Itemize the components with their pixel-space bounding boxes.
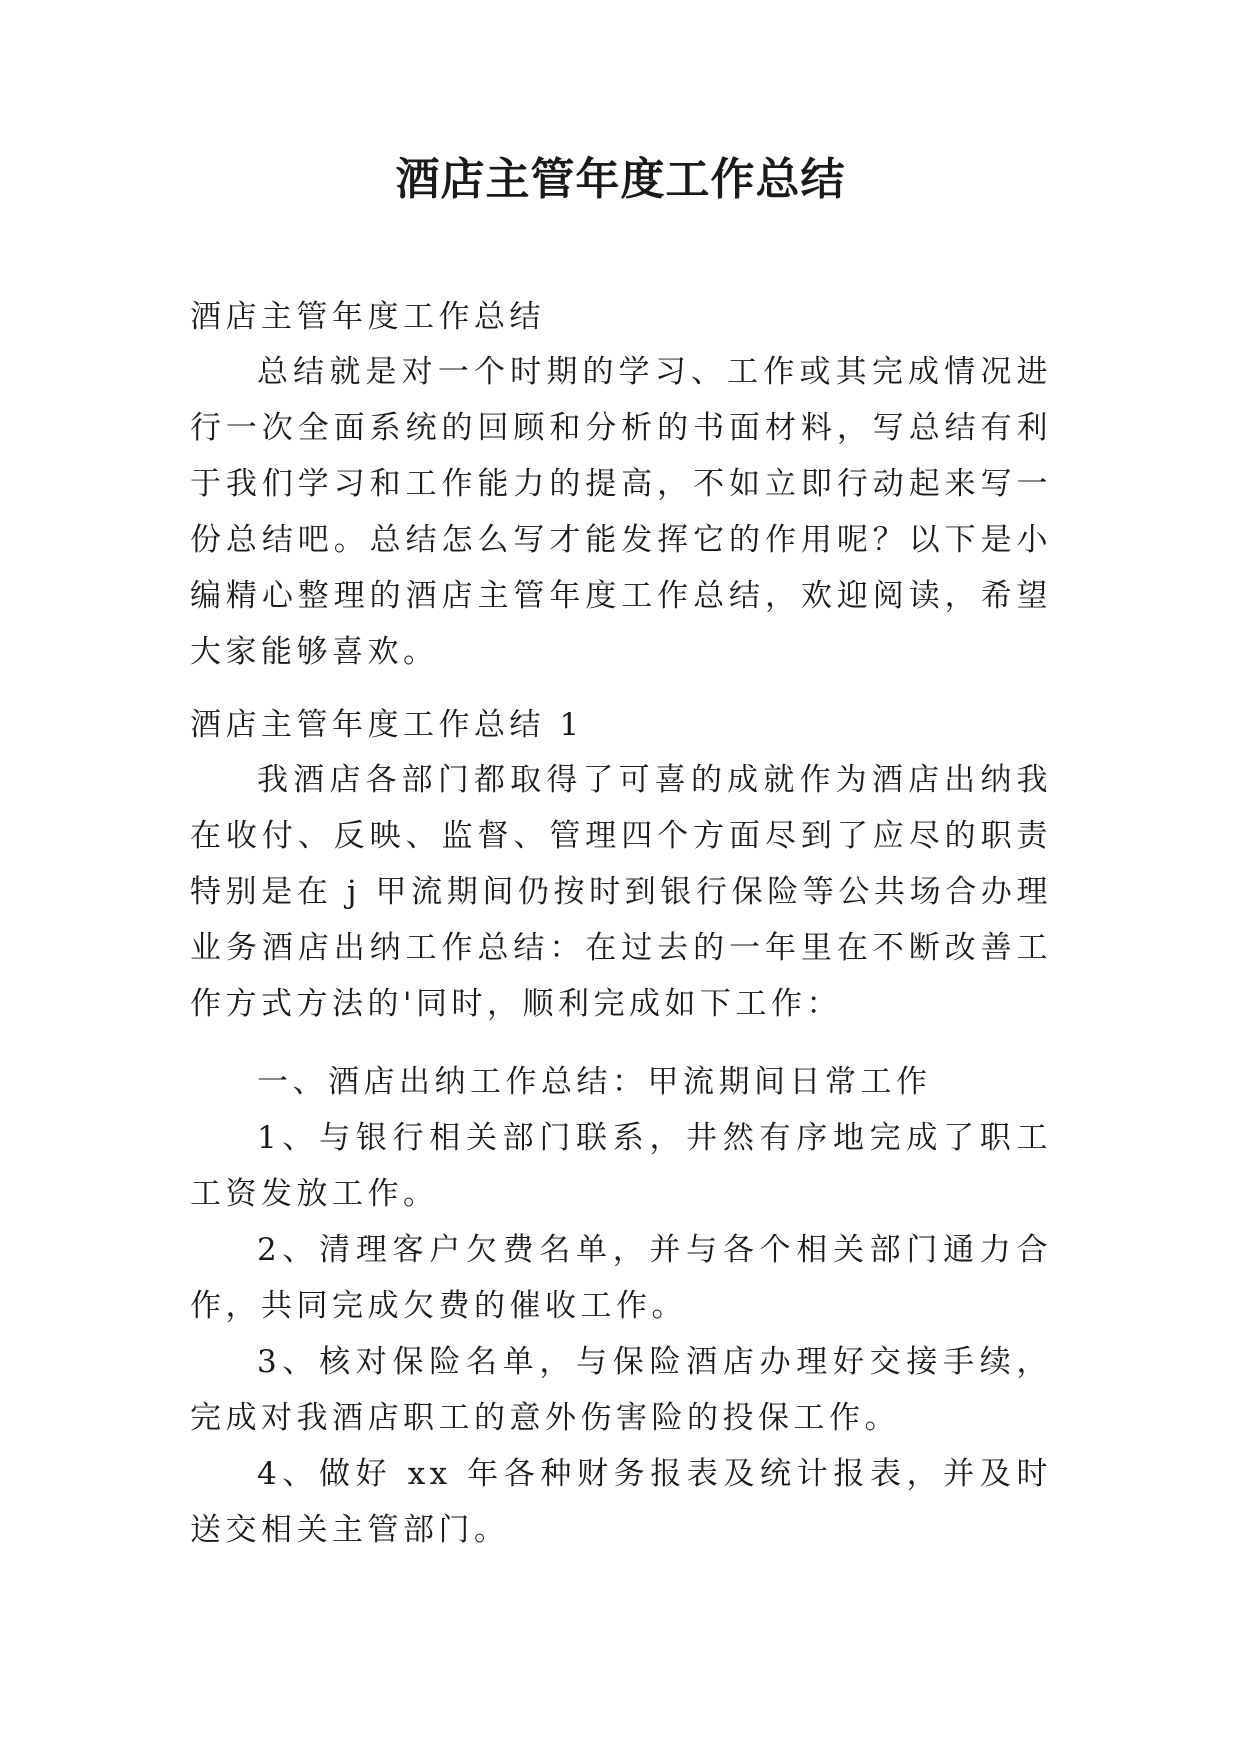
document-title: 酒店主管年度工作总结 <box>395 154 846 205</box>
section-heading: 酒店主管年度工作总结 1 <box>190 707 584 743</box>
item-list-heading: 一、酒店出纳工作总结：甲流期间日常工作 <box>257 1064 932 1100</box>
intro-paragraph: 总结就是对一个时期的学习、工作或其完成情况进行一次全面系统的回顾和分析的书面材料，写总结有利于我们学习和工作能力的提高，不如立即行动起来写一份总结吧。总结怎么写才能发挥它的作用呢？以下是小编精心整理的酒店主管年度工作总结，欢迎阅读，希望大家能够喜欢。 <box>190 354 1052 670</box>
section-body-paragraph: 我酒店各部门都取得了可喜的成就作为酒店出纳我在收付、反映、监督、管理四个方面尽到了应尽的职责特别是在 j 甲流期间仍按时到银行保险等公共场合办理业务酒店出纳工作总结：在过去的一年里在不断改善工作方式方法的'同时，顺利完成如下工作： <box>190 762 1052 1022</box>
document-subtitle: 酒店主管年度工作总结 <box>190 299 545 335</box>
list-item: 2、清理客户欠费名单，并与各个相关部门通力合作，共同完成欠费的催收工作。 <box>190 1232 1052 1324</box>
list-item: 3、核对保险名单，与保险酒店办理好交接手续，完成对我酒店职工的意外伤害险的投保工作。 <box>190 1344 1052 1436</box>
list-item: 4、做好 xx 年各种财务报表及统计报表，并及时送交相关主管部门。 <box>190 1456 1052 1548</box>
list-item: 1、与银行相关部门联系，井然有序地完成了职工工资发放工作。 <box>190 1120 1052 1212</box>
